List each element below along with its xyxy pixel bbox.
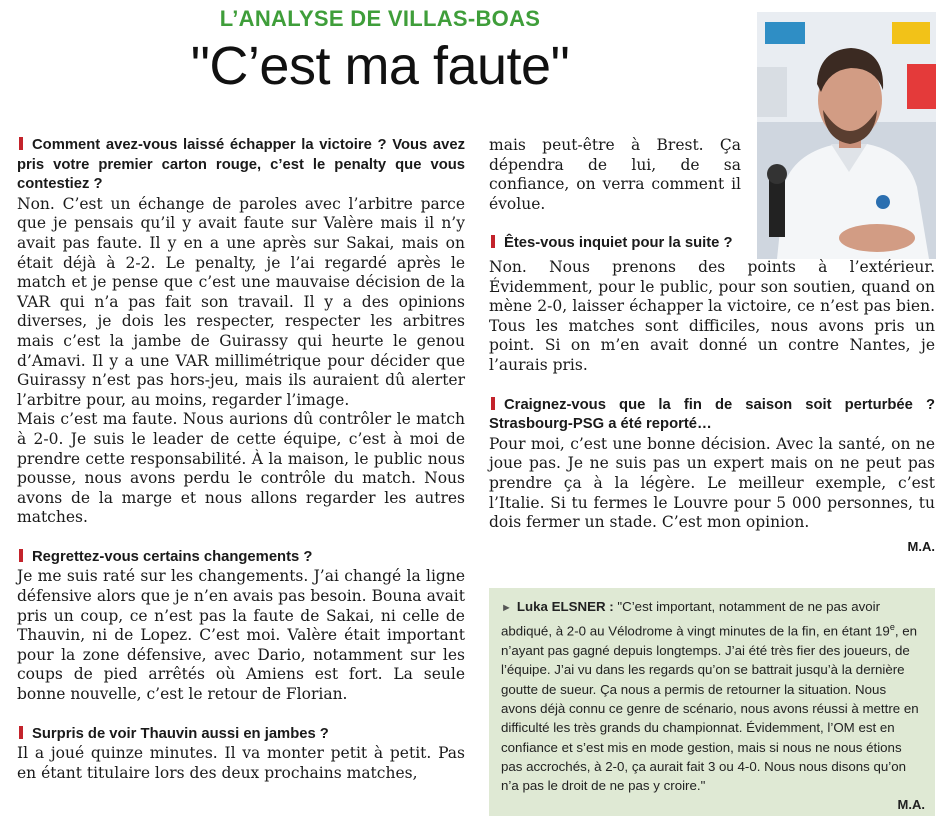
answer-3: Il a joué quinze minutes. Il va monter petit à petit. Pas en étant titulaire lors des deux prochains matches, xyxy=(17,744,465,782)
question-5 xyxy=(489,396,935,435)
arrow-icon: ► xyxy=(501,602,512,614)
headline: "C’est ma faute" xyxy=(190,36,570,96)
coach-photo xyxy=(757,12,936,259)
question-bullet xyxy=(19,549,23,562)
quote-speaker: Luka ELSNER : xyxy=(516,599,614,614)
question-bullet xyxy=(19,137,23,150)
question-bullet xyxy=(491,235,495,248)
question-5-text: Craignez-vous que la fin de saison soit perturbée ? Strasbourg-PSG a été reporté… xyxy=(489,396,935,433)
answer-2: Je me suis raté sur les changements. J’ai changé la ligne défensive alors que je n’en avais pas besoin. Bouna avait pris un coup, ce n’est pas la faute de Sakai, ni celle de Thauvin, ni de Lopez. C’est moi. Valère était important pour la zone défensive, avec Dario, notamment sur les coups de pied arrêtés où Amiens est fort. La seule bonne nouvelle, c’est le retour de Florian. xyxy=(17,567,465,704)
answer-1-paragraph-1: Non. C’est un échange de paroles avec l’arbitre parce que je pensais qu’il y avait faute sur Valère mais il n’y avait pas faute. Il y en a une après sur Sakai, mais on était déjà à 2-2. Le penalty, je l’ai regardé après le match et je pense que c’est une mauvaise décision de la VAR qui n’a pas fait son travail. Il y a des opinions diverses, je dois les respecter, respecter les arbitres mais c’est la jambe de Guirassy qui heurte le genou d’Amavi. Il y a une VAR millimétrique pour décider que Guirassy n’est pas hors-jeu, mais ils auraient dû alerter l’arbitre pour, au moins, regarder l’image. xyxy=(17,194,465,409)
question-1-text: Comment avez-vous laissé échapper la victoire ? Vous avez pris votre premier carton rouge, c’est le penalty que vous contestiez ? xyxy=(17,137,465,193)
quote-text-start: "C’est important, notamment de ne pas avoir abdiqué, à 2-0 au Vélodrome à vingt minutes de la fin, en étant 19 xyxy=(501,599,890,639)
sidebar-quote-box xyxy=(489,588,935,816)
quote-text-end: , en n’ayant pas gagné depuis longtemps. J’ai été très fier des joueurs, de l’équipe. J’ai vu dans les regards qu’on se battrait jusqu’à la dernière goutte de sueur. Ça nous a permis de retourner la situation. Nous avons déjà connu ce genre de scénario, nous avons réussi à mettre en difficulté les très grands du championnat. Évidemment, l’OM est en confiance et s’est mis en mode gestion, mais si nous ne nous étions pas accrochés, à 2-0, ça aurait fait 3 ou 4-0. Nous nous disons qu’on n’a pas le droit de ne pas y croire." xyxy=(501,623,919,794)
sidebar-signature: M.A. xyxy=(897,797,925,813)
question-2 xyxy=(17,548,465,568)
quote-superscript: e xyxy=(889,622,895,633)
question-3 xyxy=(17,725,465,745)
question-1 xyxy=(17,136,465,195)
coach-photo-illustration xyxy=(757,12,936,259)
answer-5: Pour moi, c’est une bonne décision. Avec la santé, on ne joue pas. Je ne suis pas un expert mais on ne peut pas prendre ça à la légère. Le meilleur exemple, c’est l’Italie. Si tu fermes le Louvre pour 5 000 personnes, tu dois fermer un stade. C’est mon opinion. xyxy=(489,434,935,532)
question-bullet xyxy=(19,726,23,739)
question-4-text: Êtes-vous inquiet pour la suite ? xyxy=(504,235,733,252)
question-bullet xyxy=(491,397,495,410)
question-2-text: Regrettez-vous certains changements ? xyxy=(32,548,313,565)
sidebar-quote xyxy=(501,597,925,795)
answer-3-continued: mais peut-être à Brest. Ça dépendra de lui, de sa confiance, on verra comment il évolue. xyxy=(489,136,741,213)
kicker: L’ANALYSE DE VILLAS-BOAS xyxy=(219,6,541,31)
left-column xyxy=(17,136,465,783)
right-column-bottom xyxy=(489,258,935,556)
right-column-top xyxy=(489,136,741,254)
question-4 xyxy=(489,234,741,254)
answer-4: Non. Nous prenons des points à l’extérieur. Évidemment, pour le public, pour son soutien, quand on mène 2-0, laisser échapper la victoire, ce n’est pas bien. Tous les matches sont difficiles, nous avons pris un point. Si on m’en avait donné un contre Nantes, je l’aurais pris. xyxy=(489,258,935,374)
answer-1-paragraph-2: Mais c’est ma faute. Nous aurions dû contrôler le match à 2-0. Je suis le leader de cette équipe, c’est à moi de prendre cette responsabilité. À la maison, le public nous pousse, nous avons perdu le contrôle du match. Nous avons de la marge et nous allons regarder les autres matches. xyxy=(17,410,465,527)
signature: M.A. xyxy=(907,538,935,554)
question-3-text: Surpris de voir Thauvin aussi en jambes ? xyxy=(32,725,329,742)
